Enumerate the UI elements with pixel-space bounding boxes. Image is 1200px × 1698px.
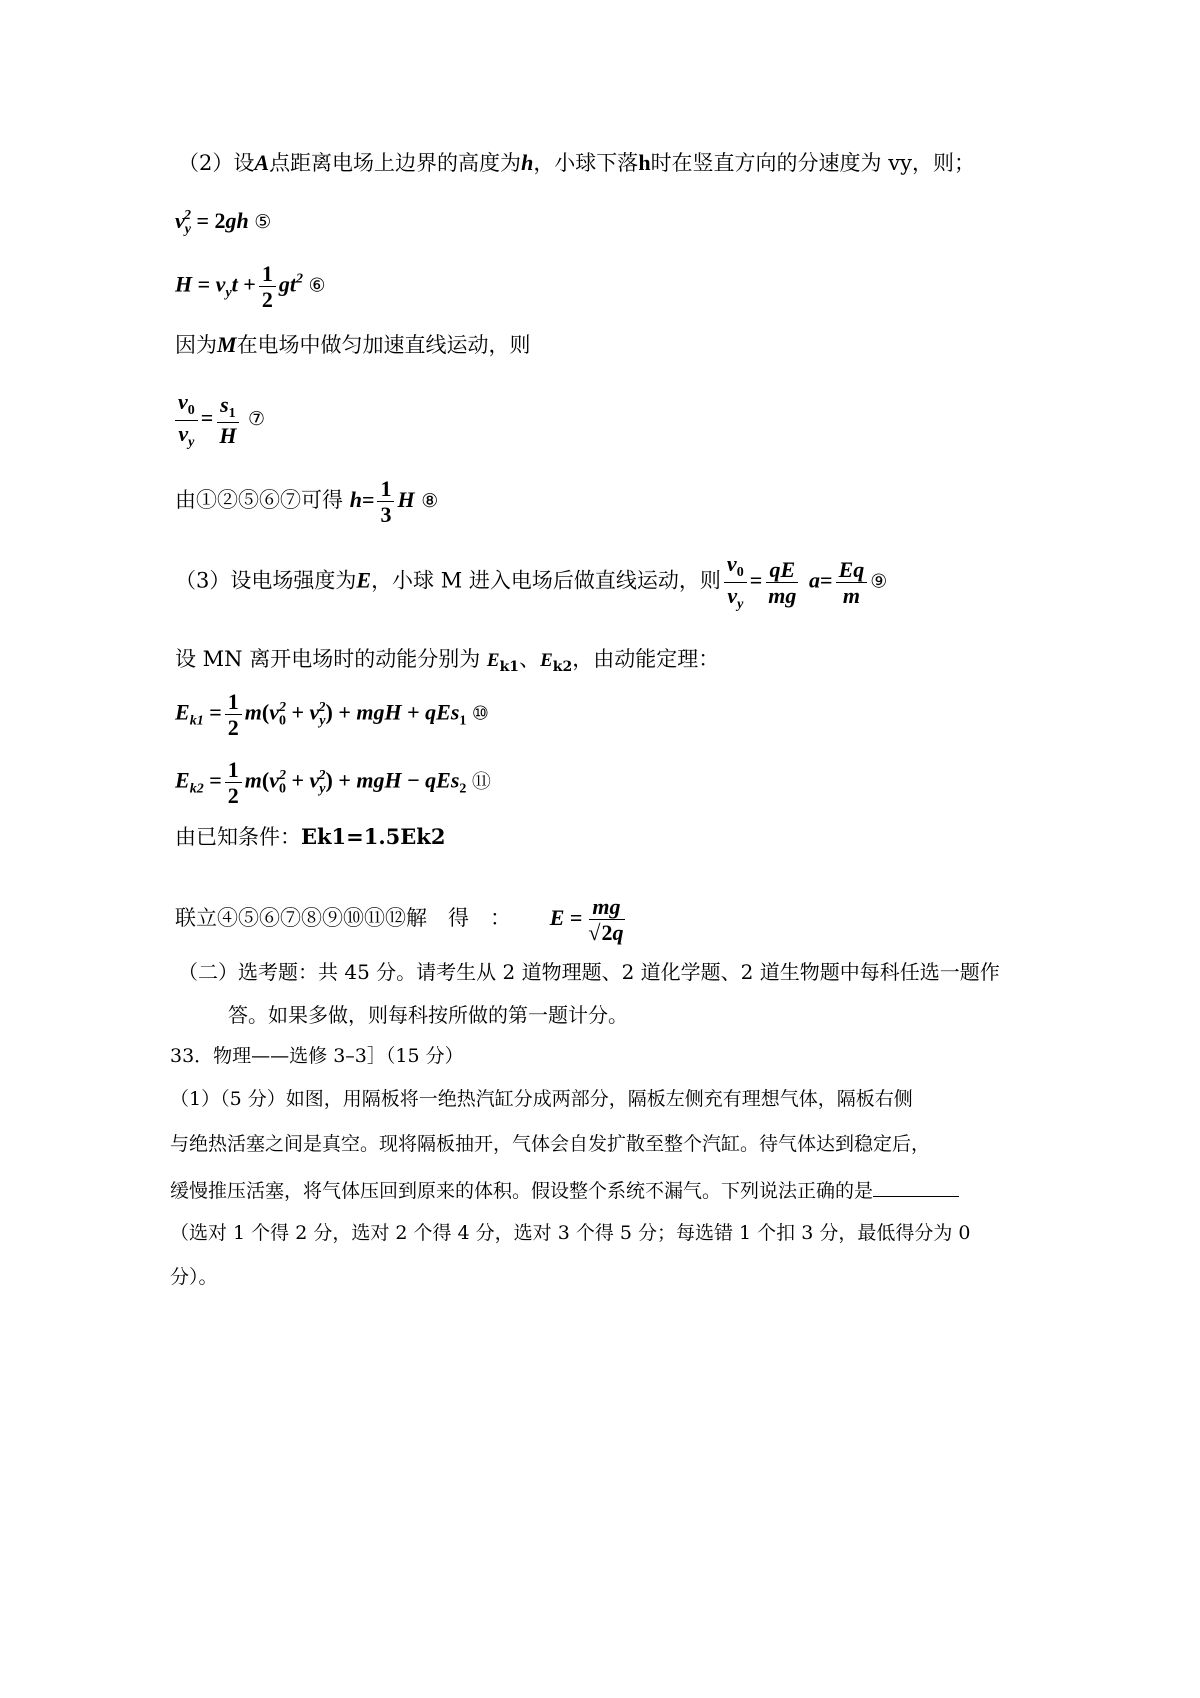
answer-blank[interactable] <box>873 1178 959 1197</box>
ek1-sub: k1 <box>499 659 520 675</box>
text: 因为 <box>175 333 217 357</box>
ek2: E <box>540 650 553 671</box>
text: ，小球下落 <box>533 151 639 175</box>
q33-line2: 与绝热活塞之间是真空。现将隔板抽开，气体会自发扩散至整个汽缸。待气体达到稳定后， <box>170 1133 931 1155</box>
ek2-sub: k2 <box>552 659 573 675</box>
text: 、 <box>519 647 541 671</box>
section2-title-line1: （二）选考题：共 45 分。请考生从 2 道物理题、2 道化学题、2 道生物题中每科任选一题作 <box>178 960 1000 984</box>
text: 由①②⑤⑥⑦可得 <box>175 488 343 513</box>
equation-number: ⑧ <box>421 490 439 513</box>
var-h: h <box>638 150 651 175</box>
equation-number: ⑨ <box>870 570 888 593</box>
part3-heading: （3）设电场强度为E，小球 M 进入电场后做直线运动，则 $\frac{v_0}{v_y}$ = $\frac{qE}{mg}$ a= $\frac{Eq}{m}$ ⑨ <box>175 551 888 612</box>
var-h: h <box>521 150 534 175</box>
equation-11: $E_{k2}$ = $\frac{1}{2}$ $m(v_0^2 + v_y^2)$ + mgH − qEs$_2$ ⑪ <box>175 757 491 809</box>
text: 设 MN 离开电场时的动能分别为 <box>175 647 481 671</box>
text: 由已知条件： <box>175 825 301 849</box>
text: （3）设电场强度为 <box>175 568 357 593</box>
q33-line5: 分）。 <box>170 1266 218 1288</box>
ek1: E <box>486 650 500 671</box>
equation-6: $H = v_yt$ + $\frac{1}{2}$ $gt^2$ ⑥ <box>175 261 326 313</box>
text: ，小球 M 进入电场后做直线运动，则 <box>371 568 721 593</box>
q33-line3 <box>170 1178 959 1203</box>
q33-line1: （1）（5 分）如图，用隔板将一绝热汽缸分成两部分，隔板左侧充有理想气体，隔板右侧 <box>170 1088 913 1110</box>
equation-number: ⑤ <box>254 211 272 233</box>
equation-number: ⑥ <box>308 274 326 297</box>
text: 点距离电场上边界的高度为 <box>269 151 522 175</box>
text: 时在竖直方向的分速度为 vy，则； <box>650 151 975 175</box>
text: 在电场中做匀加速直线运动，则 <box>236 333 531 357</box>
text: ，由动能定理： <box>572 647 720 671</box>
var-m: M <box>217 332 237 357</box>
solve-line: 联立④⑤⑥⑦⑧⑨⑩⑪⑫解 得 ： E = $\frac{mg}{√2q}$ <box>175 894 624 946</box>
energy-intro <box>175 647 719 676</box>
known-condition <box>175 824 445 850</box>
equation-5: $v_y^2 = 2gh$ ⑤ <box>175 208 272 237</box>
equation-number: ⑩ <box>471 702 489 725</box>
part2-heading <box>178 150 975 176</box>
text: （2）设 <box>178 151 255 175</box>
equation-10: $E_{k1}$ = $\frac{1}{2}$ $m(v_0^2 + v_y^2)$ + mgH + qEs$_1$ ⑩ <box>175 689 489 741</box>
var-e: E <box>356 567 372 593</box>
section2-title-line2: 答。如果多做，则每科按所做的第一题计分。 <box>228 1003 628 1027</box>
text: 联立④⑤⑥⑦⑧⑨⑩⑪⑫解 得 ： <box>175 906 511 931</box>
var-a: A <box>254 150 270 175</box>
equation-number: ⑪ <box>471 770 491 793</box>
text: 缓慢推压活塞，将气体压回到原来的体积。假设整个系统不漏气。下列说法正确的是 <box>170 1180 874 1202</box>
equation-number: ⑦ <box>247 408 265 431</box>
because-line <box>175 332 531 358</box>
q33-line4: （选对 1 个得 2 分，选对 2 个得 4 分，选对 3 个得 5 分；每选错 1 个扣 3 分，最低得分为 0 <box>170 1222 971 1244</box>
equation-8: 由①②⑤⑥⑦可得 h= $\frac{1}{3}$ H ⑧ <box>175 476 439 528</box>
known-value: Ek1=1.5Ek2 <box>301 824 446 849</box>
equation-7: $\frac{v_0}{v_y}$ = $\frac{s_1}{H}$ ⑦ <box>172 390 265 450</box>
q33-header: 33．物理——选修 3–3］（15 分） <box>170 1045 464 1067</box>
